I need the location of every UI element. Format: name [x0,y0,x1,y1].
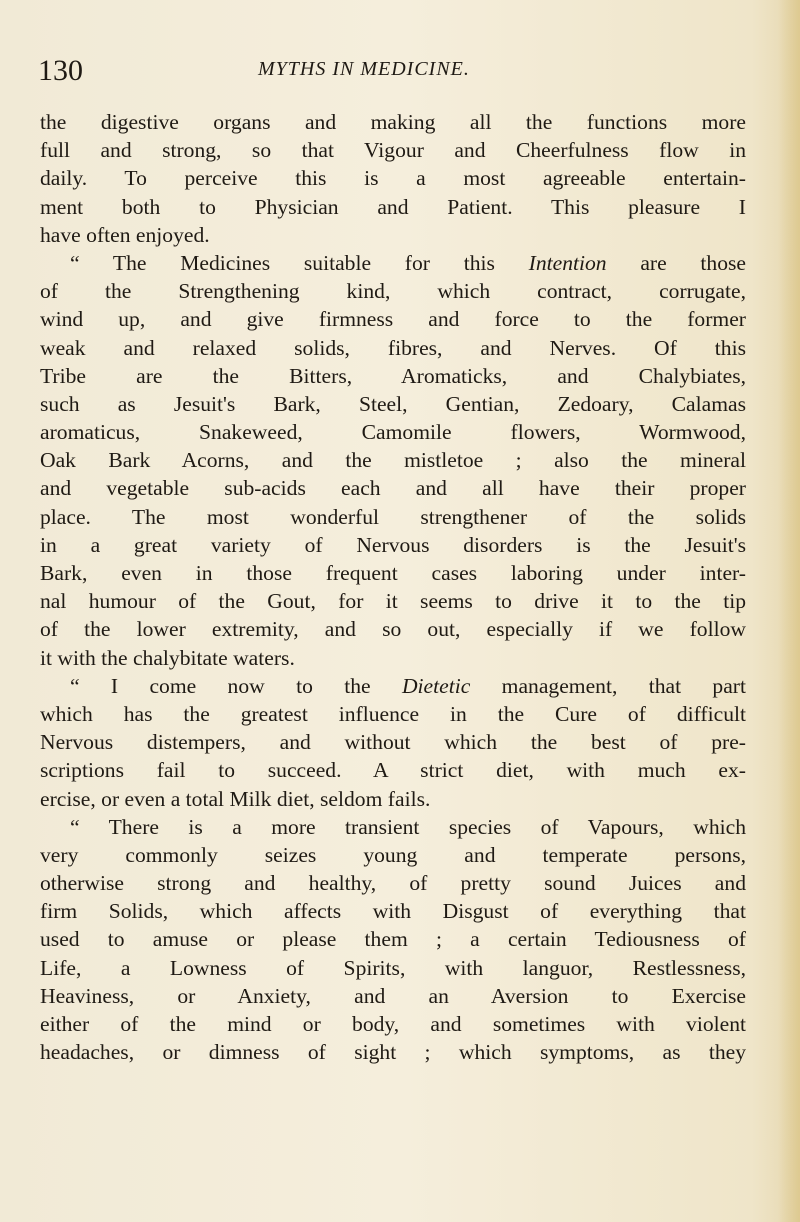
text-line: Tribe are the Bitters, Aromaticks, and Chalybiates, [40,363,746,388]
text-line: “ There is a more transient species of Vapours, which [70,814,746,839]
text-line: full and strong, so that Vigour and Cheerfulness flow in [40,138,746,163]
text-line: weak and relaxed solids, fibres, and Nerves. Of this [40,335,746,360]
text-line: nal humour of the Gout, for it seems to drive it to the tip [40,589,746,614]
text-line: Heaviness, or Anxiety, and an Aversion to Exercise [40,983,746,1008]
text-line [40,672,746,700]
text-line: Life, a Lowness of Spirits, with languor, Restlessness, [40,955,746,980]
text-line: wind up, and give firmness and force to the former [40,307,746,332]
body-text [40,108,746,1066]
text-line: aromaticus, Snakeweed, Camomile flowers, Wormwood, [40,420,746,445]
text-line: the digestive organs and making all the functions more [40,110,746,134]
text-line: which has the greatest influence in the Cure of difficult [40,701,746,726]
page-edge-stain [778,0,800,1222]
page-header [38,50,758,90]
text-line: either of the mind or body, and sometimes with violent [40,1012,746,1036]
italic-term: Intention [528,250,607,275]
page-number: 130 [38,54,83,87]
text-line: headaches, or dimness of sight ; which symptoms, as they [40,1040,746,1065]
text-line: ercise, or even a total Milk diet, seldom fails. [40,786,431,811]
running-head: MYTHS IN MEDICINE. [258,58,470,80]
text-line: have often enjoyed. [40,222,210,247]
text-line: otherwise strong and healthy, of pretty sound Juices and [40,871,746,896]
text-run: “ I come now to the [70,673,402,698]
text-run: management, that part [470,673,747,698]
text-line: of the lower extremity, and so out, especially if we follow [40,617,746,642]
text-line: place. The most wonderful strengthener of the solids [40,504,746,529]
text-line: scriptions fail to succeed. A strict diet, with much ex- [40,758,746,783]
text-line: firm Solids, which affects with Disgust of everything that [40,899,746,924]
text-line: Nervous distempers, and without which the best of pre- [40,730,746,755]
italic-term: Dietetic [401,673,471,698]
text-line: daily. To perceive this is a most agreeable entertain- [40,166,746,191]
text-line: and vegetable sub-acids each and all have their proper [40,476,746,501]
text-line: such as Jesuit's Bark, Steel, Gentian, Zedoary, Calamas [40,391,746,416]
text-line: in a great variety of Nervous disorders is the Jesuit's [40,532,746,557]
text-line: used to amuse or please them ; a certain Tediousness of [40,927,746,952]
text-line: Bark, even in those frequent cases laboring under inter- [40,561,746,585]
text-line: of the Strengthening kind, which contract, corrugate, [40,279,746,304]
text-line: it with the chalybitate waters. [40,645,295,670]
text-line: ment both to Physician and Patient. This pleasure I [40,194,746,219]
text-line: Oak Bark Acorns, and the mistletoe ; also the mineral [40,448,746,473]
text-line: very commonly seizes young and temperate persons, [40,842,746,867]
text-line [40,249,746,277]
text-run: are those [606,250,746,275]
text-run: “ The Medicines suitable for this [70,250,529,275]
